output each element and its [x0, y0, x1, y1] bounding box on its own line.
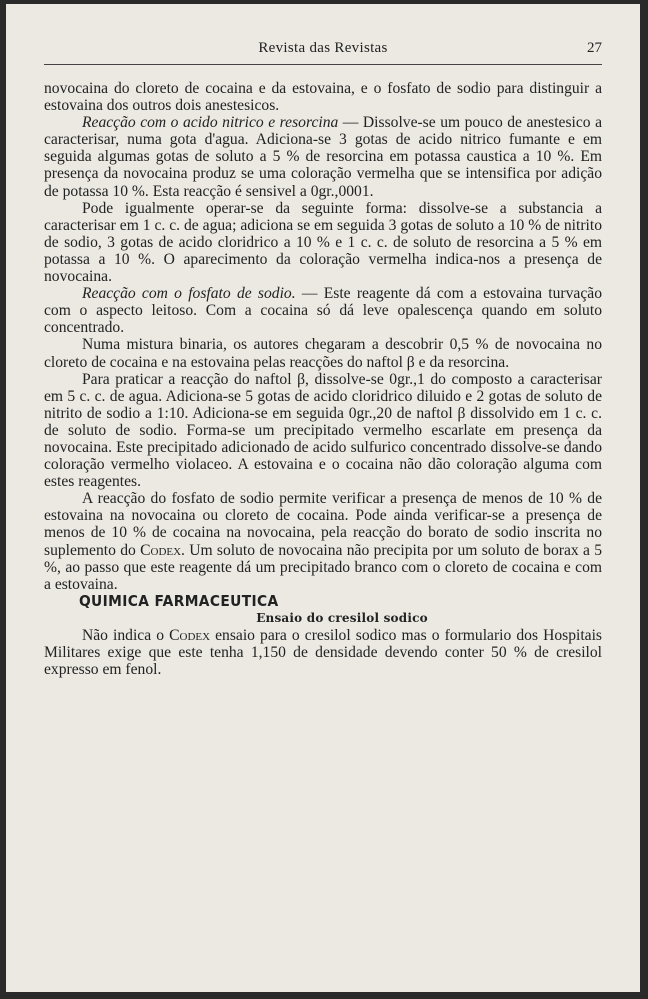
paragraph	[44, 627, 602, 678]
subsection-heading: Ensaio do cresilol sodico	[256, 610, 428, 625]
paragraph-text: . Um soluto de novocaina não precipita por um soluto de borax a 5 %, ao passo que este reagente dá um precipitado branco com o cloreto de cocaina e com a estovaina.	[44, 541, 602, 593]
paragraph: Para praticar a reacção do naftol β, dissolve-se 0gr.,1 do composto a caracterisar em 5 c. c. de agua. Adiciona-se 5 gotas de acido cloridrico diluido e 2 gotas de soluto de nitrito de sodio a 1:10. Adiciona-se em seguida 0gr.,20 de naftol β dissolvido em 1 c. c. de soluto de sodio. Forma-se um precipitado vermelho escarlate em presença da novocaina. Este precipitado adicionado de acido sulfurico concentrado dissolve-se dando coloração vermelho violaceo. A estovaina e o cocaina não dão coloração alguma com estes reagentes.	[44, 370, 602, 491]
section-heading: QUIMICA FARMACEUTICA	[78, 591, 279, 610]
paragraph	[44, 114, 602, 199]
page-header	[44, 38, 602, 65]
paragraph: Numa mistura binaria, os autores chegaram a descobrir 0,5 % de novocaina no cloreto de cocaina e na estovaina pelas reacções do naftol β e da resorcina.	[44, 336, 602, 371]
paragraph-text: — Este reagente dá com a estovaina turvação com o aspecto leitoso. Com a cocaina só dá leve opalescença quando em soluto concentrado.	[44, 285, 602, 337]
paragraph-lead: Reacção com o acido nitrico e resorcina	[82, 114, 339, 132]
paragraph	[44, 490, 602, 593]
paragraph: Pode igualmente operar-se da seguinte forma: dissolve-se a substancia a caracterisar em 1 c. c. de agua; adiciona se em seguida 3 gotas de soluto a 10 % de nitrito de sodio, 3 gotas de acido cloridrico a 10 % e 1 c. c. de soluto de resorcina a 5 % em potassa a 10 %. O aparecimento da coloração vermelha indica-nos a presença de novocaina.	[44, 199, 602, 286]
paragraph-lead: Reacção com o fosfato de sodio.	[82, 285, 296, 303]
codex-reference: Codex	[140, 541, 182, 559]
paragraph-text: — Dissolve-se um pouco de anestesico a caracterisar, numa gota d'agua. Adiciona-se 3 gotas de acido nitrico fumante e em seguida algumas gotas de soluto a 5 % de resorcina em potassa caustica a 10 %. Em presença da novocaina produz se uma coloração vermelha que se intensifica por adição de potassa 10 %. Esta reacção é sensivel a 0gr.,0001.	[44, 114, 602, 200]
paragraph	[44, 285, 602, 336]
running-title: Revista das Revistas	[258, 40, 388, 56]
paragraph: novocaina do cloreto de cocaina e da estovaina, e o fosfato de sodio para distinguir a estovaina dos outros dois anestesicos.	[44, 80, 602, 115]
document-page	[6, 4, 640, 992]
paragraph-text: ensaio para o cresilol sodico mas o formulario dos Hospitais Militares exige que este tenha 1,150 de densidade devendo conter 50 % de cresilol expresso em fenol.	[44, 627, 602, 679]
paragraph-text: A reacção do fosfato de sodio permite verificar a presença de menos de 10 % de estovaina na novocaina ou cloreto de cocaina. Pode ainda verificar-se a presença de menos de 10 % de cocaina na novocaina, pela reacção do borato de sodio inscrita no suplemento do	[44, 490, 602, 559]
paragraph-text: Não indica o	[82, 627, 170, 644]
codex-reference: Codex	[169, 627, 211, 644]
page-number: 27	[587, 40, 602, 56]
article-body	[44, 80, 602, 678]
